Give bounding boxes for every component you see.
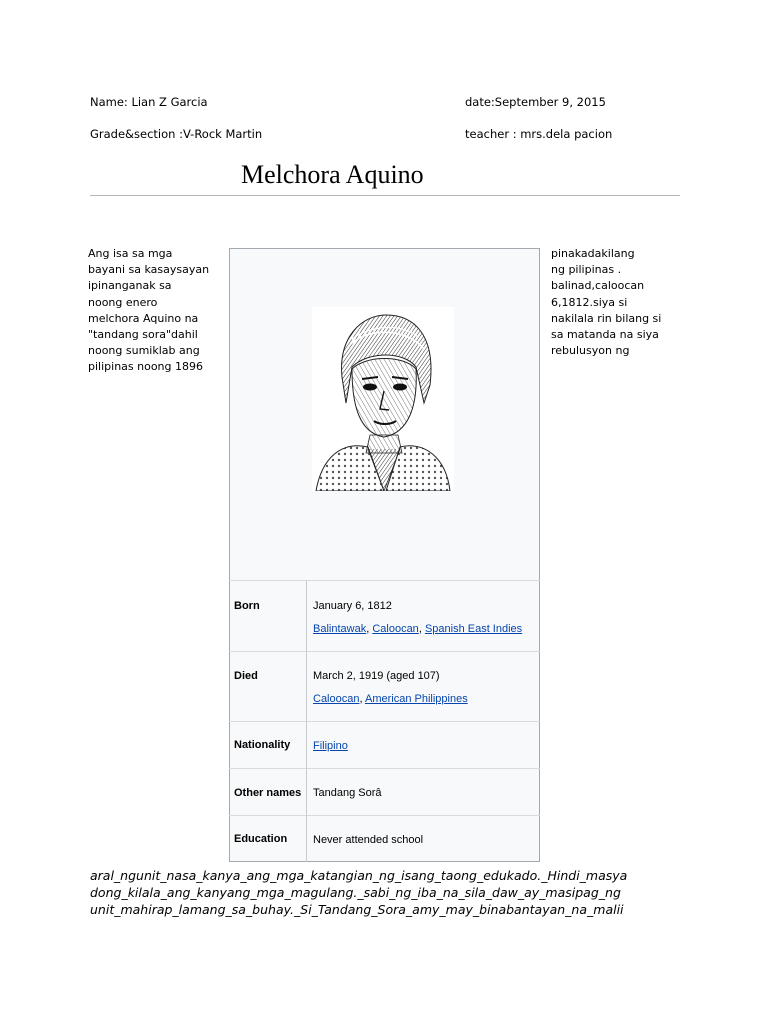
body-line: aral_ngunit_nasa_kanya_ang_mga_katangian_ng_isang_taong_edukado._Hindi_masya — [90, 868, 628, 883]
left-line: ipinanganak sa — [88, 279, 172, 293]
right-line: balinad,caloocan — [551, 279, 645, 293]
infobox-divider — [229, 815, 540, 816]
died-date: March 2, 1919 (aged 107) — [313, 670, 440, 682]
left-line: bayani sa kasaysayan — [88, 263, 210, 277]
page-title: Melchora Aquino — [241, 160, 424, 189]
student-name: Name: Lian Z Garcia — [90, 95, 208, 109]
left-line: "tandang sora"dahil — [88, 328, 198, 342]
spanish-east-indies-link[interactable]: Spanish East Indies — [424, 623, 523, 635]
balintawak-link[interactable]: Balintawak — [313, 623, 367, 635]
left-line: noong sumiklab ang — [88, 344, 200, 358]
infobox-divider — [229, 580, 540, 581]
body-line: dong_kilala_ang_kanyang_mga_magulang._sabi_ng_iba_na_sila_daw_ay_masipag_ng — [90, 885, 621, 900]
other-names-value: Tandang Sorâ — [313, 787, 382, 799]
nationality-label: Nationality — [234, 739, 291, 751]
right-line: nakilala rin bilang si — [551, 311, 662, 325]
born-place — [313, 623, 522, 635]
american-philippines-link[interactable]: American Philippines — [365, 693, 468, 705]
left-line: Ang isa sa mga — [88, 247, 173, 260]
left-line: melchora Aquino na — [88, 311, 199, 325]
title-divider — [90, 195, 680, 196]
right-line: ng pilipinas . — [551, 263, 622, 277]
separator: , — [418, 623, 425, 635]
other-names-label: Other names — [234, 787, 302, 799]
right-line: rebulusyon ng — [551, 344, 630, 358]
born-date: January 6, 1812 — [313, 600, 392, 612]
left-line: noong enero — [88, 295, 158, 309]
date: date:September 9, 2015 — [465, 95, 606, 109]
right-line: sa matanda na siya — [551, 328, 659, 342]
right-line: pinakadakilang — [551, 247, 635, 260]
infobox-column-divider — [306, 580, 307, 862]
caloocan-link[interactable]: Caloocan — [313, 693, 360, 705]
education-value: Never attended school — [313, 834, 424, 846]
nationality-link[interactable]: Filipino — [313, 740, 348, 752]
portrait-engraving-icon — [312, 307, 454, 491]
grade-section: Grade&section :V-Rock Martin — [90, 127, 263, 141]
right-line: 6,1812.siya si — [551, 295, 628, 309]
separator: , — [366, 623, 373, 635]
caloocan-link[interactable]: Caloocan — [372, 623, 419, 635]
infobox-divider — [229, 721, 540, 722]
portrait-image — [312, 307, 454, 491]
separator: , — [359, 693, 365, 705]
died-label: Died — [234, 670, 258, 682]
left-line: pilipinas noong 1896 — [88, 360, 204, 374]
body-line: unit_mahirap_lamang_sa_buhay._Si_Tandang_Sora_amy_may_binabantayan_na_malii — [90, 902, 624, 917]
born-label: Born — [234, 600, 260, 612]
infobox-divider — [229, 651, 540, 652]
education-label: Education — [234, 833, 288, 845]
teacher: teacher : mrs.dela pacion — [465, 127, 613, 141]
left-text-column — [88, 246, 209, 376]
died-place — [313, 693, 468, 705]
infobox-divider — [229, 768, 540, 769]
right-text-column — [551, 246, 661, 359]
